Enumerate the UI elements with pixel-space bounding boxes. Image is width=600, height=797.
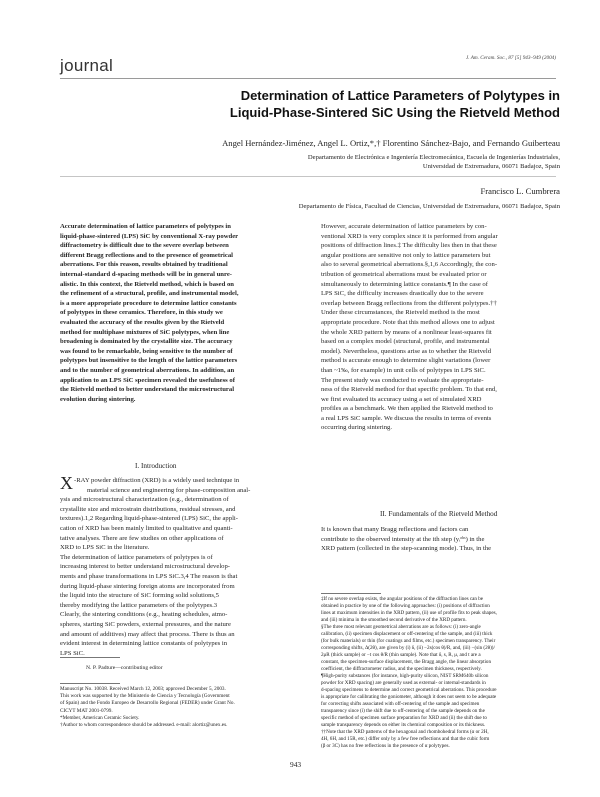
footnote-line: transparency since (i) the shift due to off-centering of the sample depends on the — [321, 708, 485, 714]
section-heading-introduction: I. Introduction — [135, 462, 177, 470]
abstract — [60, 222, 295, 404]
body-line: a real LPS SiC sample. We discuss the results in terms of events — [321, 414, 492, 422]
body-line: than ~1‰, for example) in unit cells of polytypes in LPS SiC. — [321, 366, 486, 374]
footnote-rule-right — [321, 593, 381, 594]
footnote-line: This work was supported by the Ministerio de Ciencia y Tecnología (Government — [60, 693, 230, 700]
body-line: The determination of lattice parameters of polytypes is of — [60, 553, 213, 561]
footnote-line: 4H, 6H, and 15R, etc.) differ only by a few free reflections and that the cubic form — [321, 736, 490, 742]
body-line: contribute to the observed intensity at the ith step (yᵢᵒᵇˢ) in the — [321, 535, 485, 543]
footnote-line: of Spain) and the Fondo Europeo de Desarrollo Regional (FEDER) under Grant No. — [60, 700, 235, 707]
body-line: profiles as a benchmark. We then applied the Rietveld method to — [321, 405, 493, 413]
body-line: method is accurate enough to determine slight variations (lower — [321, 357, 491, 365]
body-line: also to several geometrical aberrations.§,1,6 Accordingly, the con- — [321, 261, 498, 269]
header-rule — [60, 78, 556, 79]
body-line: model). Nevertheless, questions arise as to whether the Rietveld — [321, 347, 492, 355]
footnote-line: lines at maximum intensities in the XRD pattern, (ii) use of profile fits to peak shapes, — [321, 610, 497, 616]
body-line: material science and engineering for phase-composition anal- — [87, 486, 251, 494]
abstract-line: evolution during sintering. — [60, 395, 136, 403]
body-line: tative analyses. There are few studies on other applications of — [60, 534, 224, 542]
footnote-line: corresponding shifts, Δ(2θ), are given by (i) δ, (ii) −2s(cos θ)/R, and, (iii) −(sin (2θ))/ — [321, 645, 495, 651]
second-author: Francisco L. Cumbrera — [480, 186, 560, 196]
footnote-line: sample transparency depends on either its chemical composition or its thickness. — [321, 722, 486, 728]
abstract-line: broadening is dominated by the crystallite size. The accuracy — [60, 338, 233, 346]
section-heading-fundamentals: II. Fundamentals of the Rietveld Method — [380, 510, 498, 518]
footnote-rule-left-2 — [60, 683, 120, 684]
abstract-line: Accurate determination of lattice parameters of polytypes in — [60, 223, 231, 230]
drop-cap: X — [60, 473, 73, 493]
body-line: Clearly, the sintering conditions (e.g., heating schedules, atmo- — [60, 611, 228, 619]
abstract-line: evaluated the accuracy of the results given by the Rietveld — [60, 318, 225, 326]
citation: J. Am. Ceram. Soc., 87 [5] 943–949 (2004) — [465, 55, 556, 61]
body-line: the liquid into the structure of SiC forming solid solutions,5 — [60, 592, 219, 600]
abstract-line: the refinement of a structural, profile, and instrumental model, — [60, 290, 239, 298]
footnote-line: is appropriate for calibrating the goniometer, although it does not seem to be adequate — [321, 694, 497, 700]
body-line: ventional XRD is very complex since it is performed from angular — [321, 232, 498, 240]
body-line: increasing interest to better understand microstructural develop- — [60, 563, 231, 571]
body-line: appropriate procedure. Note that this method allows one to adjust — [321, 318, 495, 326]
affiliation-1-line-2: Universidad de Extremadura, 06071 Badajoz, Spain — [422, 163, 560, 170]
footnote-line: 2μR (thick sample) or −t cos θ/R (thin sample). Note that δ, s, R, μ, and t are a — [321, 652, 481, 658]
body-line-text: -RAY powder diffraction (XRD) is a widely used technique in — [74, 477, 240, 484]
title-line-2: Liquid-Phase-Sintered SiC Using the Rietveld Method — [229, 105, 560, 120]
footnote-line: *Member, American Ceramic Society. — [60, 714, 140, 721]
body-line: LPS SiC, the difficulty increases drastically due to the severe — [321, 290, 484, 298]
affiliation-2: Departamento de Física, Facultad de Ciencias, Universidad de Extremadura, 06071 Badajoz, Spain — [298, 203, 560, 210]
body-line: and amount of additives) may affect that process. There is thus an — [60, 630, 235, 638]
affiliation-1-line-1: Departamento de Electrónica e Ingeniería Electromecánica, Escuela de Ingenierías Industriales, — [307, 154, 560, 161]
footnote-line: §The three most relevant geometrical aberrations are as follows: (i) zero-angle — [321, 624, 481, 630]
body-line: positions of diffraction lines.‡ The difficulty lies then in that these — [321, 242, 497, 250]
footnotes-right — [321, 596, 556, 750]
footnotes-left — [60, 686, 296, 729]
author-list: Angel Hernández-Jiménez, Angel L. Ortiz,*,† Florentino Sánchez-Bajo, and Fernando Guiberteau — [222, 138, 560, 148]
body-line: LPS SiC. — [60, 649, 85, 657]
body-line: ments and phase transformations in LPS SiC.3,4 The reason is that — [60, 572, 238, 580]
abstract-line: polytypes but insensitive to the length of the lattice parameters — [60, 357, 238, 365]
footnote-rule-left — [60, 657, 120, 658]
body-line: evident interest in determining lattice constants of polytypes in — [60, 640, 228, 648]
footnote-line: (β or 3C) has no free reflections in the presence of α polytypes. — [321, 743, 450, 749]
body-line: It is known that many Bragg reflections and factors can — [321, 526, 469, 533]
journal-logo: journal — [60, 56, 114, 75]
right-column-text — [321, 222, 556, 433]
body-line: spheres, starting SiC powders, external pressures, and the nature — [60, 620, 231, 628]
body-line: However, accurate determination of lattice parameters by con- — [321, 223, 487, 230]
editor-note: N. P. Padture—contributing editor — [86, 665, 163, 671]
body-line: XRD to LPS SiC in the literature. — [60, 544, 150, 552]
body-line: Under these circumstances, the Rietveld method is the most — [321, 309, 480, 317]
body-line: angular positions are sensitive not only to lattice parameters but — [321, 251, 491, 259]
paper-title — [160, 87, 560, 121]
abstract-line: application to an LPS SiC specimen revealed the usefulness of — [60, 376, 235, 384]
body-line: we first evaluated its accuracy using a set of simulated XRD — [321, 395, 482, 403]
body-line: thereby modifying the lattice parameters of the polytypes.3 — [60, 601, 218, 609]
footnote-line: constant, the specimen-surface displacement, the Bragg angle, the linear absorption — [321, 659, 492, 665]
footnote-line: CICYT MAT 2001-0799. — [60, 707, 113, 714]
abstract-line: liquid-phase-sintered (LPS) SiC by conventional X-ray powder — [60, 232, 239, 240]
footnote-line: †Author to whom correspondence should be addressed. e-mail: alortiz@unex.es. — [60, 721, 228, 728]
body-line: crystallite size and microstrain distributions, residual stresses, and — [60, 505, 236, 513]
abstract-line: and to the number of geometrical aberrations. In addition, an — [60, 366, 235, 374]
title-line-1: Determination of Lattice Parameters of Polytypes in — [240, 88, 560, 103]
abstract-line: diffractometry is difficult due to the severe overlap between — [60, 242, 229, 250]
fundamentals-text — [321, 525, 556, 554]
abstract-line: aberrations. For this reason, results obtained by traditional — [60, 261, 228, 269]
abstract-line: of polytypes in these ceramics. Therefore, in this study we — [60, 309, 223, 317]
body-line: during liquid-phase sintering foreign atoms are incorporated from — [60, 582, 235, 590]
footnote-line: ††Note that the XRD patterns of the hexagonal and rhombohedral forms (α or 2H, — [321, 729, 489, 735]
body-line: overlap between Bragg reflections from the different polytypes.†† — [321, 299, 497, 307]
body-line: textures).1,2 Regarding liquid-phase-sintered (LPS) SiC, the appli- — [60, 515, 238, 523]
body-line: The present study was conducted to evaluate the appropriate- — [321, 376, 484, 384]
body-line: based on a complex model (structural, profile, and instrumental — [321, 338, 490, 346]
footnote-line: powder for XRD spacing) are generally used as external- or internal-standards in — [321, 680, 486, 686]
footnote-line: calibration, (ii) specimen displacement or off-centering of the sample, and (iii) thick — [321, 631, 493, 637]
abstract-line: is a more appropriate procedure to determine lattice constants — [60, 299, 237, 307]
body-line: XRD pattern (collected in the step-scanning mode). Thus, in the — [321, 545, 492, 553]
footnote-line: for correcting shifts associated with off-centering of the sample and specimen — [321, 701, 480, 707]
footnote-line: (for bulk materials) or thin (for coatings and films, etc.) specimen transparency. Their — [321, 638, 496, 644]
footnote-line: ‡If no severe overlap exists, the angular positions of the diffraction lines can be — [321, 596, 484, 602]
footnote-line: Manuscript No. 10038. Received March 12, 2003; approved December 5, 2003. — [60, 686, 226, 692]
footnote-line: d-spacing specimens to determine and correct geometrical aberrations. This procedure — [321, 687, 497, 693]
footnote-line: specific method of specimen surface preparation for XRD and (ii) the shift due to — [321, 715, 487, 721]
body-line: cation of XRD has been mainly limited to qualitative and quanti- — [60, 524, 233, 532]
footnote-line: obtained in practice by one of the following approaches: (i) positions of diffraction — [321, 603, 490, 609]
body-line: ness of the Rietveld method for that specific problem. To that end, — [321, 386, 497, 394]
page-number: 943 — [290, 760, 302, 769]
footnote-line: and (iii) minima in the smoothed second derivative of the XRD pattern. — [321, 617, 467, 623]
abstract-line: the Rietveld method to better understand the microstructural — [60, 386, 235, 394]
abstract-line: internal-standard d-spacing methods will be in general unre- — [60, 270, 232, 278]
body-line: occurring during sintering. — [321, 424, 393, 432]
abstract-line: alistic. In this context, the Rietveld method, which is based on — [60, 280, 234, 288]
footnote-line: ¶High-purity substances (for instance, high-purity silicon, NIST SRM640b silicon — [321, 673, 489, 679]
body-line: ysis and microstructural characterization (e.g., determination of — [60, 496, 229, 504]
introduction-text — [60, 473, 295, 658]
author-divider — [60, 176, 556, 177]
abstract-line: was found to be remarkable, being sensitive to the number of — [60, 347, 233, 355]
footnote-line: coefficient, the diffractometer radius, and the specimen thickness, respectively. — [321, 666, 482, 672]
abstract-line: different Bragg reflections and to the presence of geometrical — [60, 251, 233, 259]
abstract-line: method for multiphase mixtures of SiC polytypes, when line — [60, 328, 230, 336]
body-line: simultaneously to determining lattice constants.¶ In the case of — [321, 280, 488, 288]
body-line: the whole XRD pattern by means of a nonlinear least-squares fit — [321, 328, 492, 336]
body-line: tribution of geometrical aberrations must be evaluated prior or — [321, 270, 487, 278]
